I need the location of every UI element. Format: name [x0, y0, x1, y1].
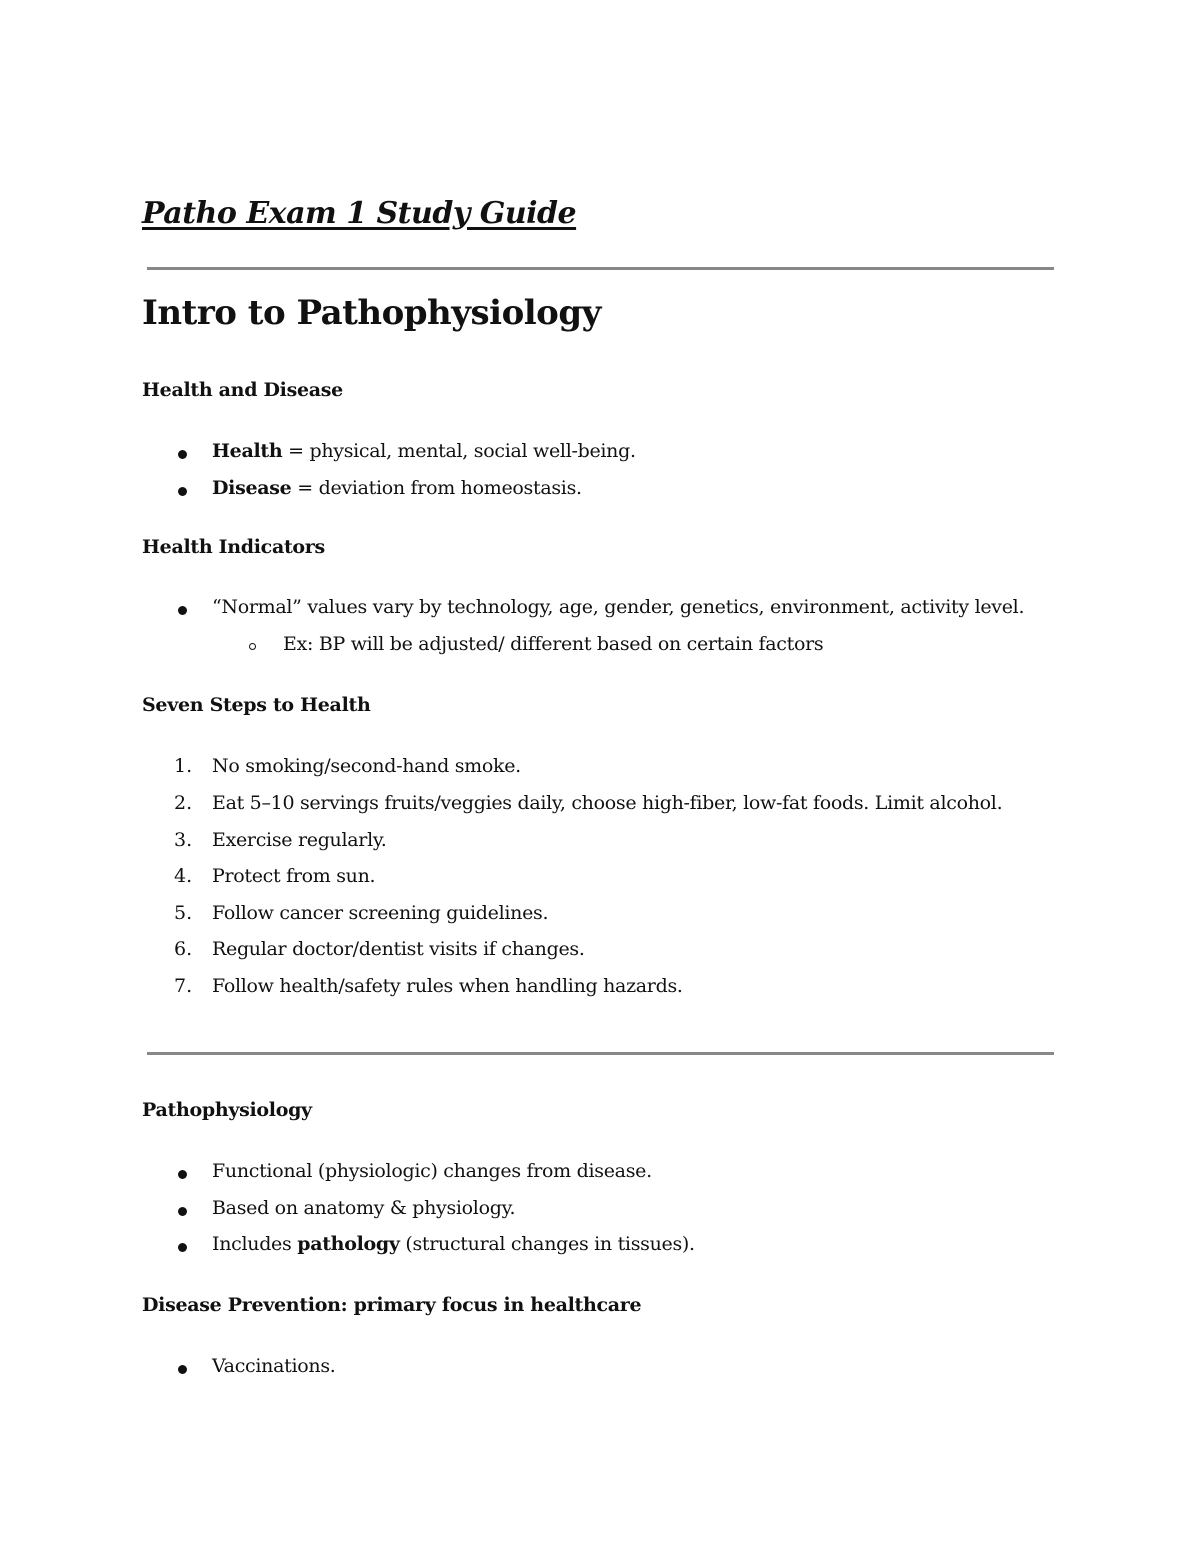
sub-list-item: Ex: BP will be adjusted/ different based on certain factors [283, 633, 824, 655]
heading-seven-steps: Seven Steps to Health [142, 694, 371, 716]
hollow-bullet-icon [249, 643, 256, 650]
list-item: Based on anatomy & physiology. [212, 1197, 516, 1219]
list-number: 6. [174, 938, 193, 960]
item-suffix: (structural changes in tissues). [399, 1233, 695, 1255]
page-title: Patho Exam 1 Study Guide [142, 196, 577, 231]
list-item: “Normal” values vary by technology, age, gender, genetics, environment, activity level. [212, 596, 1025, 618]
list-number: 4. [174, 865, 193, 887]
horizontal-divider [147, 1052, 1054, 1055]
numbered-item: Exercise regularly. [212, 829, 387, 851]
bullet-icon [178, 487, 187, 496]
list-item [212, 477, 582, 499]
list-number: 3. [174, 829, 193, 851]
definition-text: = physical, mental, social well-being. [282, 440, 636, 462]
bullet-icon [178, 1170, 187, 1179]
section-title: Intro to Pathophysiology [142, 293, 601, 333]
term-pathology: pathology [297, 1233, 400, 1255]
list-number: 5. [174, 902, 193, 924]
list-item: Vaccinations. [212, 1355, 336, 1377]
bullet-icon [178, 1243, 187, 1252]
bullet-icon [178, 450, 187, 459]
heading-disease-prevention: Disease Prevention: primary focus in healthcare [142, 1294, 642, 1316]
horizontal-divider [147, 267, 1054, 270]
numbered-item: Follow health/safety rules when handling hazards. [212, 975, 683, 997]
numbered-item: Protect from sun. [212, 865, 376, 887]
heading-health-indicators: Health Indicators [142, 536, 325, 558]
numbered-item: Follow cancer screening guidelines. [212, 902, 549, 924]
heading-health-and-disease: Health and Disease [142, 379, 343, 401]
list-number: 2. [174, 792, 193, 814]
term-disease: Disease [212, 477, 292, 499]
bullet-icon [178, 1207, 187, 1216]
list-item: Functional (physiologic) changes from disease. [212, 1160, 652, 1182]
bullet-icon [178, 1365, 187, 1374]
list-number: 7. [174, 975, 193, 997]
list-number: 1. [174, 755, 193, 777]
bullet-icon [178, 606, 187, 615]
term-health: Health [212, 440, 283, 462]
numbered-item: No smoking/second-hand smoke. [212, 755, 521, 777]
list-item [212, 1233, 695, 1255]
item-prefix: Includes [212, 1233, 298, 1255]
numbered-item: Eat 5–10 servings fruits/veggies daily, choose high-fiber, low-fat foods. Limit alcohol. [212, 792, 1003, 814]
heading-pathophysiology: Pathophysiology [142, 1099, 312, 1121]
definition-text: = deviation from homeostasis. [291, 477, 582, 499]
list-item [212, 440, 636, 462]
numbered-item: Regular doctor/dentist visits if changes. [212, 938, 585, 960]
